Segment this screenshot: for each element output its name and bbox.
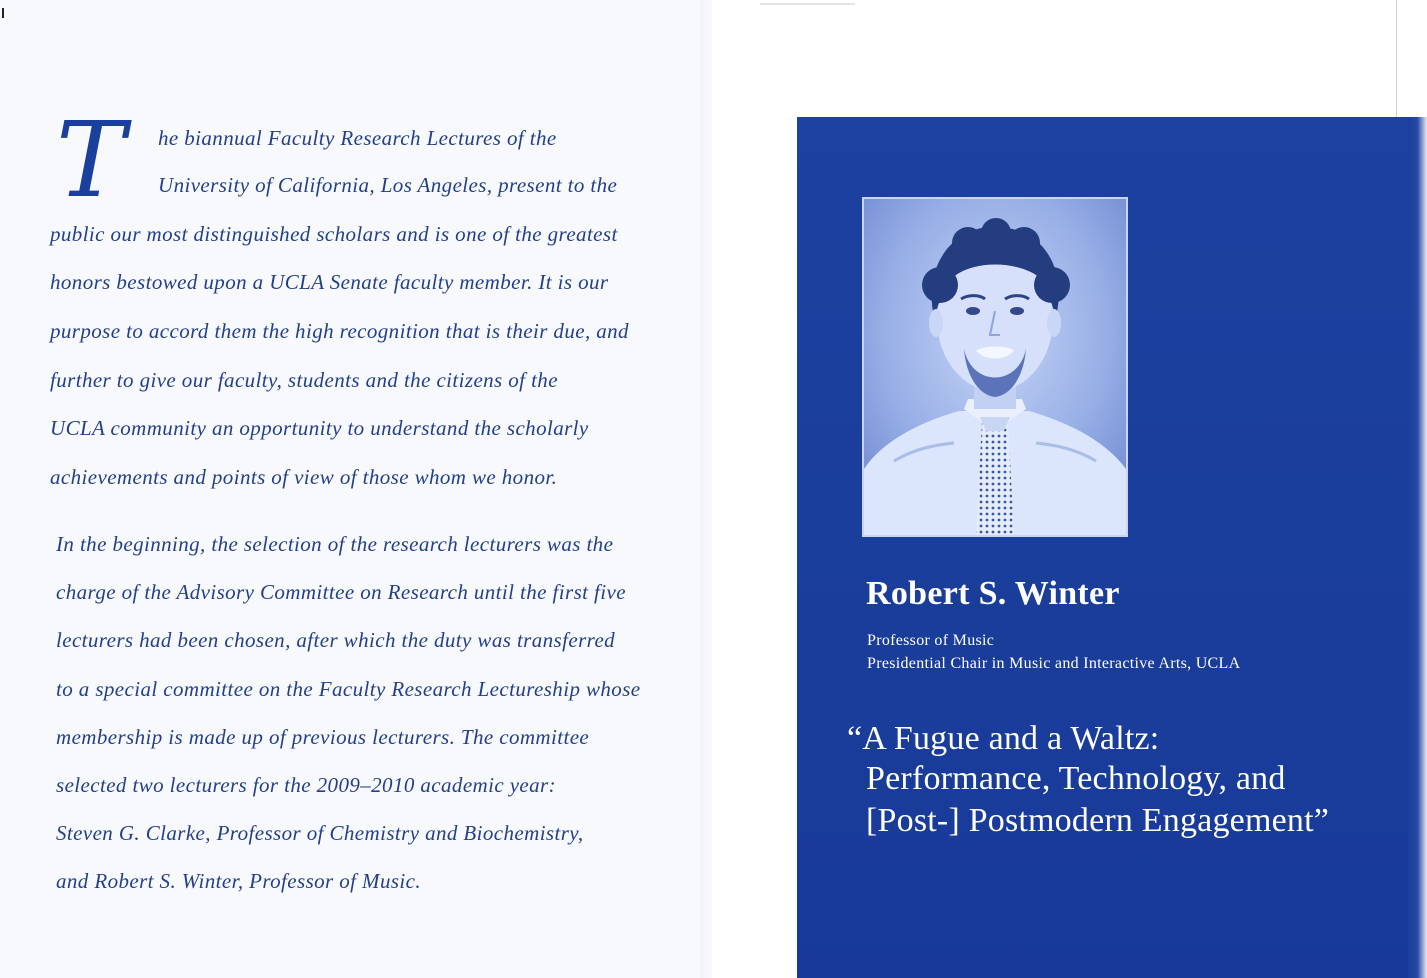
intro-dropcap: T	[56, 99, 126, 221]
portrait-illustration	[864, 199, 1126, 535]
intro-line: purpose to accord them the high recognition that is their due, and	[50, 319, 629, 343]
intro-line: UCLA community an opportunity to understand the scholarly	[50, 416, 589, 440]
lecturer-title: Professor of Music	[867, 632, 995, 649]
scan-top-line	[760, 3, 855, 5]
history-line: In the beginning, the selection of the research lecturers was the	[56, 532, 614, 556]
history-line: lecturers had been chosen, after which the duty was transferred	[56, 628, 616, 652]
panel-edge-strip	[1408, 117, 1427, 978]
intro-line: achievements and points of view of those whom we honor.	[50, 465, 558, 489]
scan-edge-mark	[2, 8, 4, 18]
lecture-title-line: “A Fugue and a Waltz:	[847, 720, 1160, 757]
intro-text	[50, 0, 700, 900]
history-line: selected two lecturers for the 2009–2010 academic year:	[56, 773, 557, 797]
intro-line: he biannual Faculty Research Lectures of the	[158, 126, 557, 150]
lecture-title-line: Performance, Technology, and	[866, 760, 1286, 797]
history-line: to a special committee on the Faculty Research Lectureship whose	[56, 677, 641, 701]
intro-line: honors bestowed upon a UCLA Senate faculty member. It is our	[50, 270, 609, 294]
history-line: charge of the Advisory Committee on Research until the first five	[56, 580, 626, 604]
scan-right-edge-line	[1396, 0, 1397, 120]
history-line: and Robert S. Winter, Professor of Music.	[56, 869, 422, 893]
history-line: Steven G. Clarke, Professor of Chemistry and Biochemistry,	[56, 821, 584, 845]
lecturer-chair: Presidential Chair in Music and Interactive Arts, UCLA	[867, 655, 1241, 672]
intro-line: public our most distinguished scholars and is one of the greatest	[50, 222, 618, 246]
lecturer-name: Robert S. Winter	[866, 575, 1120, 612]
intro-line: University of California, Los Angeles, present to the	[158, 173, 618, 197]
history-line: membership is made up of previous lecturers. The committee	[56, 725, 590, 749]
intro-line: further to give our faculty, students and the citizens of the	[50, 368, 558, 392]
lecturer-portrait	[862, 197, 1128, 537]
lecture-title-line: [Post-] Postmodern Engagement”	[866, 802, 1330, 839]
